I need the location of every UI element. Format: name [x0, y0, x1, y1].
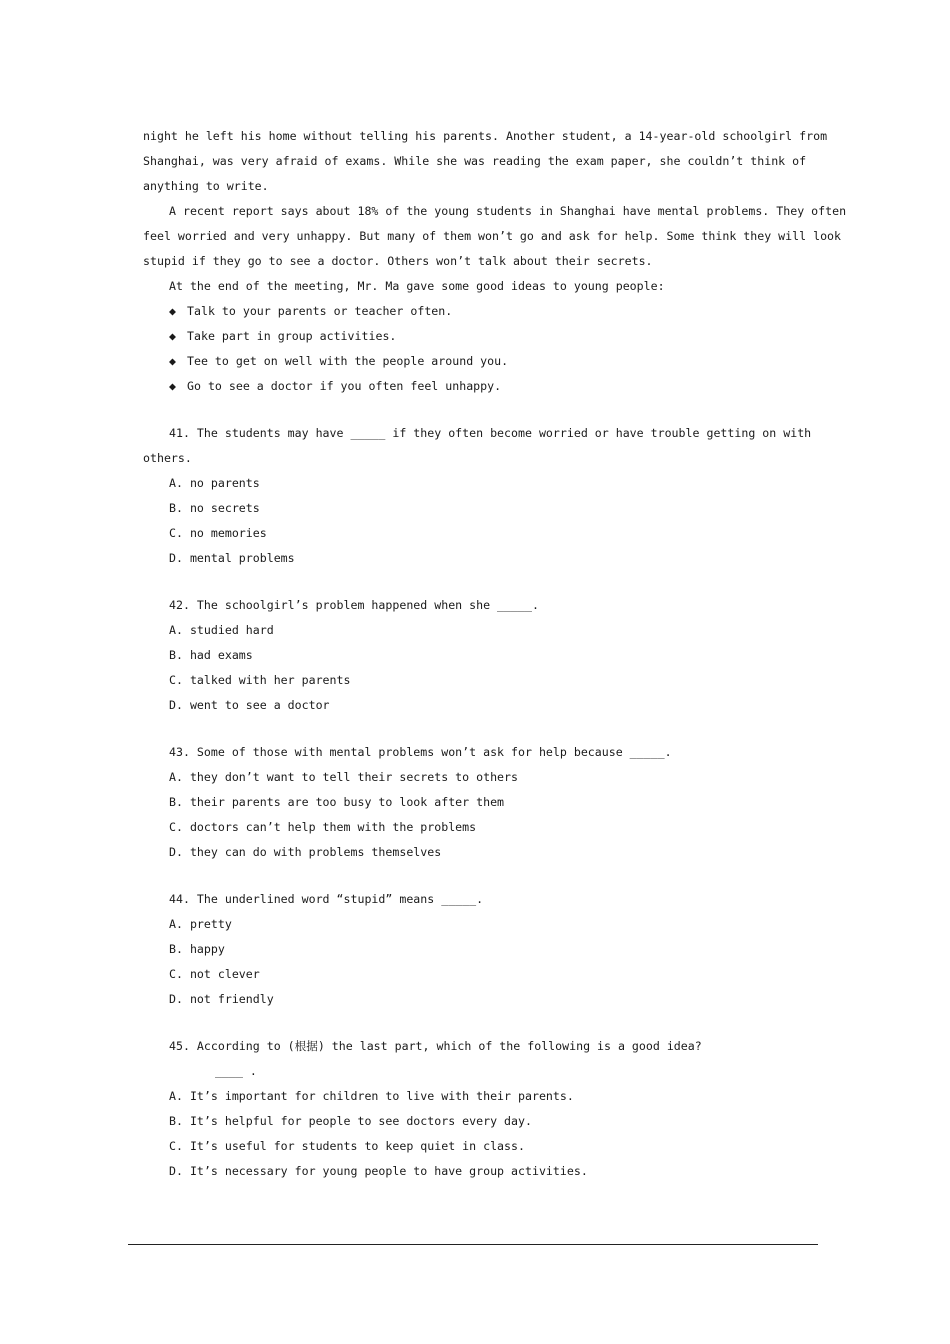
question-45-option-c: C. It’s useful for students to keep quiet in class.: [169, 1139, 525, 1153]
bullet-text: Tee to get on well with the people around you.: [187, 354, 509, 368]
question-41-text-cont: others.: [143, 451, 192, 465]
question-45-text: 45. According to (根据) the last part, which of the following is a good idea?: [169, 1039, 702, 1053]
passage-line: feel worried and very unhappy. But many of them won’t go and ask for help. Some think they will look: [143, 229, 842, 243]
question-41-option-c: C. no memories: [169, 526, 267, 540]
bullet-item: [169, 299, 790, 324]
passage-line: Shanghai, was very afraid of exams. While she was reading the exam paper, she couldn’t think of: [143, 154, 807, 168]
passage-line: night he left his home without telling his parents. Another student, a 14-year-old schoolgirl from: [143, 129, 828, 143]
bullet-item: [169, 324, 790, 349]
diamond-bullet-icon: ◆: [169, 329, 176, 343]
question-42-option-c: C. talked with her parents: [169, 673, 351, 687]
question-42-text: 42. The schoolgirl’s problem happened when she _____.: [169, 598, 539, 612]
question-45-option-b: B. It’s helpful for people to see doctors every day.: [169, 1114, 532, 1128]
question-45-answer-blank: ____ .: [215, 1064, 257, 1078]
question-42-option-b: B. had exams: [169, 648, 253, 662]
question-43-option-a: A. they don’t want to tell their secrets to others: [169, 770, 519, 784]
question-43-option-d: D. they can do with problems themselves: [169, 845, 442, 859]
passage-line: A recent report says about 18% of the young students in Shanghai have mental problems. They often: [169, 204, 847, 218]
question-41-text: 41. The students may have _____ if they often become worried or have trouble getting on with: [169, 426, 812, 440]
bullet-text: Take part in group activities.: [187, 329, 397, 343]
diamond-bullet-icon: ◆: [169, 379, 176, 393]
bullet-text: Go to see a doctor if you often feel unhappy.: [187, 379, 502, 393]
passage-line: At the end of the meeting, Mr. Ma gave some good ideas to young people:: [169, 279, 665, 293]
question-45-option-a: A. It’s important for children to live with their parents.: [169, 1089, 574, 1103]
passage-line: anything to write.: [143, 179, 269, 193]
question-44-option-c: C. not clever: [169, 967, 260, 981]
question-42-option-d: D. went to see a doctor: [169, 698, 330, 712]
question-42-option-a: A. studied hard: [169, 623, 274, 637]
question-41-option-a: A. no parents: [169, 476, 260, 490]
question-44-option-d: D. not friendly: [169, 992, 274, 1006]
question-43-option-b: B. their parents are too busy to look after them: [169, 795, 505, 809]
bullet-item: [169, 349, 790, 374]
question-41-option-b: B. no secrets: [169, 501, 260, 515]
footer-divider: [128, 1244, 818, 1245]
question-44-text: 44. The underlined word “stupid” means _____.: [169, 892, 484, 906]
diamond-bullet-icon: ◆: [169, 354, 176, 368]
question-44-option-a: A. pretty: [169, 917, 232, 931]
question-41-option-d: D. mental problems: [169, 551, 295, 565]
bullet-text: Talk to your parents or teacher often.: [187, 304, 453, 318]
question-44-option-b: B. happy: [169, 942, 225, 956]
question-43-text: 43. Some of those with mental problems won’t ask for help because _____.: [169, 745, 672, 759]
question-43-option-c: C. doctors can’t help them with the problems: [169, 820, 477, 834]
passage-line: stupid if they go to see a doctor. Others won’t talk about their secrets.: [143, 254, 653, 268]
diamond-bullet-icon: ◆: [169, 304, 176, 318]
bullet-item: [169, 374, 790, 399]
question-45-option-d: D. It’s necessary for young people to have group activities.: [169, 1164, 588, 1178]
